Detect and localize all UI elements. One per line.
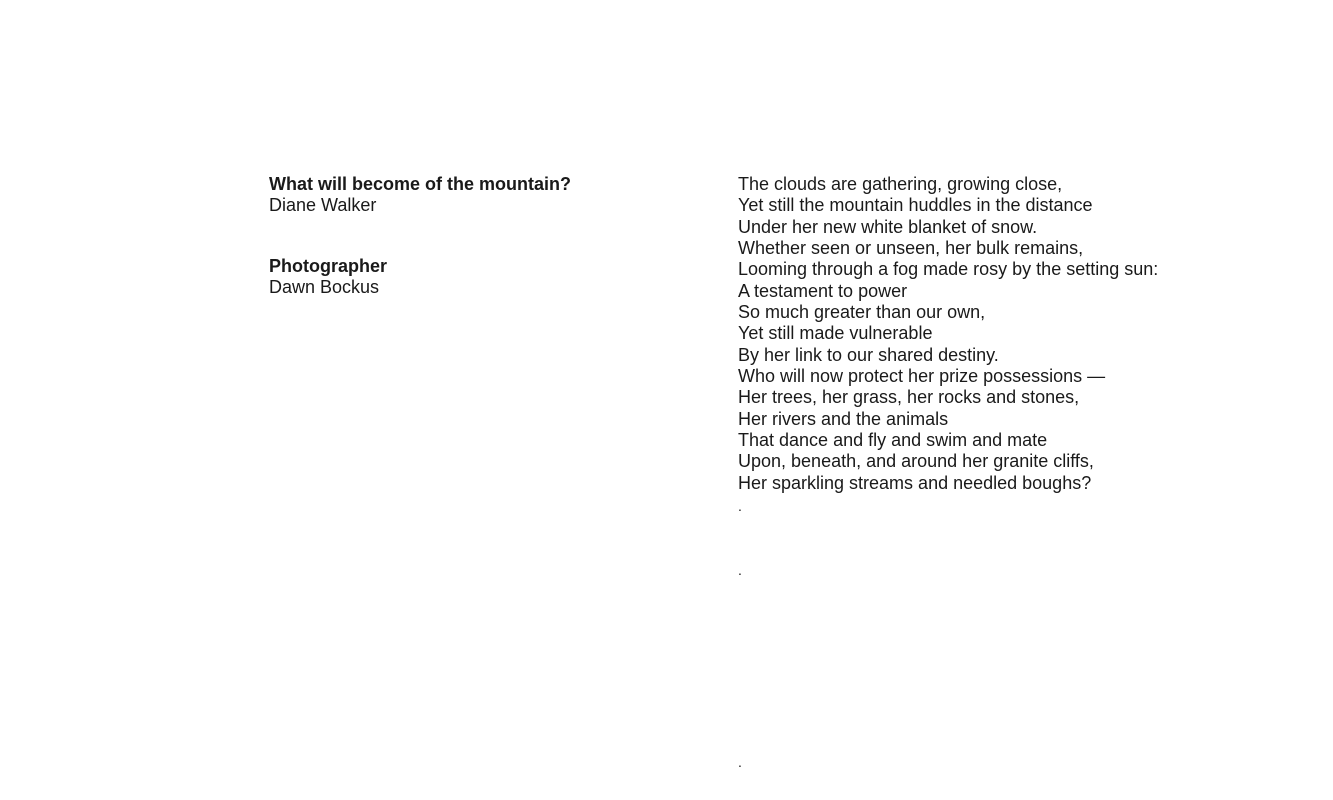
separator-dot: . xyxy=(738,754,742,770)
poem-line: Under her new white blanket of snow. xyxy=(738,216,1038,237)
poem-title: What will become of the mountain? xyxy=(269,174,572,194)
credits-column xyxy=(269,173,629,298)
poem-line: The clouds are gathering, growing close, xyxy=(738,174,1063,194)
poem-line: That dance and fly and swim and mate xyxy=(738,430,1048,451)
poem-line: Yet still the mountain huddles in the distance xyxy=(738,195,1093,216)
poem-line: Her rivers and the animals xyxy=(738,408,949,429)
poem-line: Who will now protect her prize possessions — xyxy=(738,366,1106,387)
poem-line: Yet still made vulnerable xyxy=(738,323,933,344)
photo-credit xyxy=(269,255,629,298)
poem-line: Her trees, her grass, her rocks and stones, xyxy=(738,387,1080,408)
poem-line: Upon, beneath, and around her granite cliffs, xyxy=(738,451,1094,472)
poem-line: Whether seen or unseen, her bulk remains, xyxy=(738,238,1084,259)
poem-line: Her sparkling streams and needled boughs? xyxy=(738,472,1092,493)
separator-dot: . xyxy=(738,562,742,578)
poem-line: A testament to power xyxy=(738,280,908,301)
poem-credit xyxy=(269,173,629,216)
photographer-name: Dawn Bockus xyxy=(269,277,380,297)
poem-line: Looming through a fog made rosy by the setting sun: xyxy=(738,259,1159,280)
photographer-label: Photographer xyxy=(269,256,388,276)
poem-line: By her link to our shared destiny. xyxy=(738,344,999,365)
poem-line: So much greater than our own, xyxy=(738,302,986,323)
poem-body xyxy=(738,174,1298,494)
separator-dot: . xyxy=(738,498,742,514)
poem-author: Diane Walker xyxy=(269,195,377,215)
